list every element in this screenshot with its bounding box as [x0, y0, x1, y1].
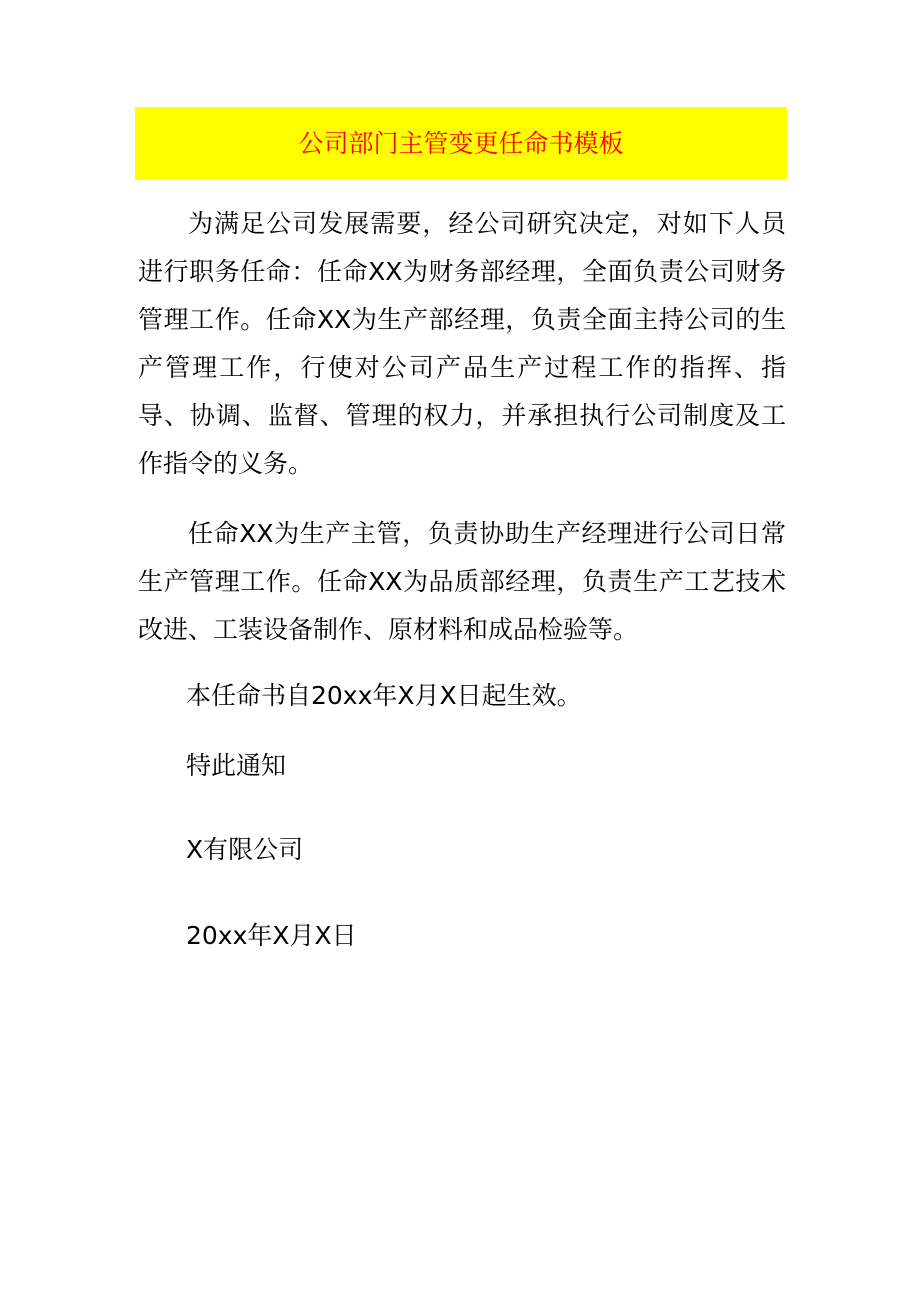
title-banner	[135, 107, 787, 180]
effective-date-statement: 本任命书自20xx年X月X日起生效。	[186, 681, 582, 710]
signature-date: 20xx年X月X日	[186, 921, 357, 950]
appointment-paragraph-2: 任命XX为生产主管，负责协助生产经理进行公司日常生产管理工作。任命XX为品质部经理，负责生产工艺技术改进、工装设备制作、原材料和成品检验等。	[138, 519, 786, 644]
appointment-paragraph-1: 为满足公司发展需要，经公司研究决定，对如下人员进行职务任命：任命XX为财务部经理，全面负责公司财务管理工作。任命XX为生产部经理，负责全面主持公司的生产管理工作，行使对公司产品生产过程工作的指挥、指导、协调、监督、管理的权力，并承担执行公司制度及工作指令的义务。	[138, 209, 786, 478]
company-name: X有限公司	[186, 835, 304, 864]
document-title: 公司部门主管变更任命书模板	[298, 129, 624, 158]
notice-text: 特此通知	[186, 751, 287, 780]
